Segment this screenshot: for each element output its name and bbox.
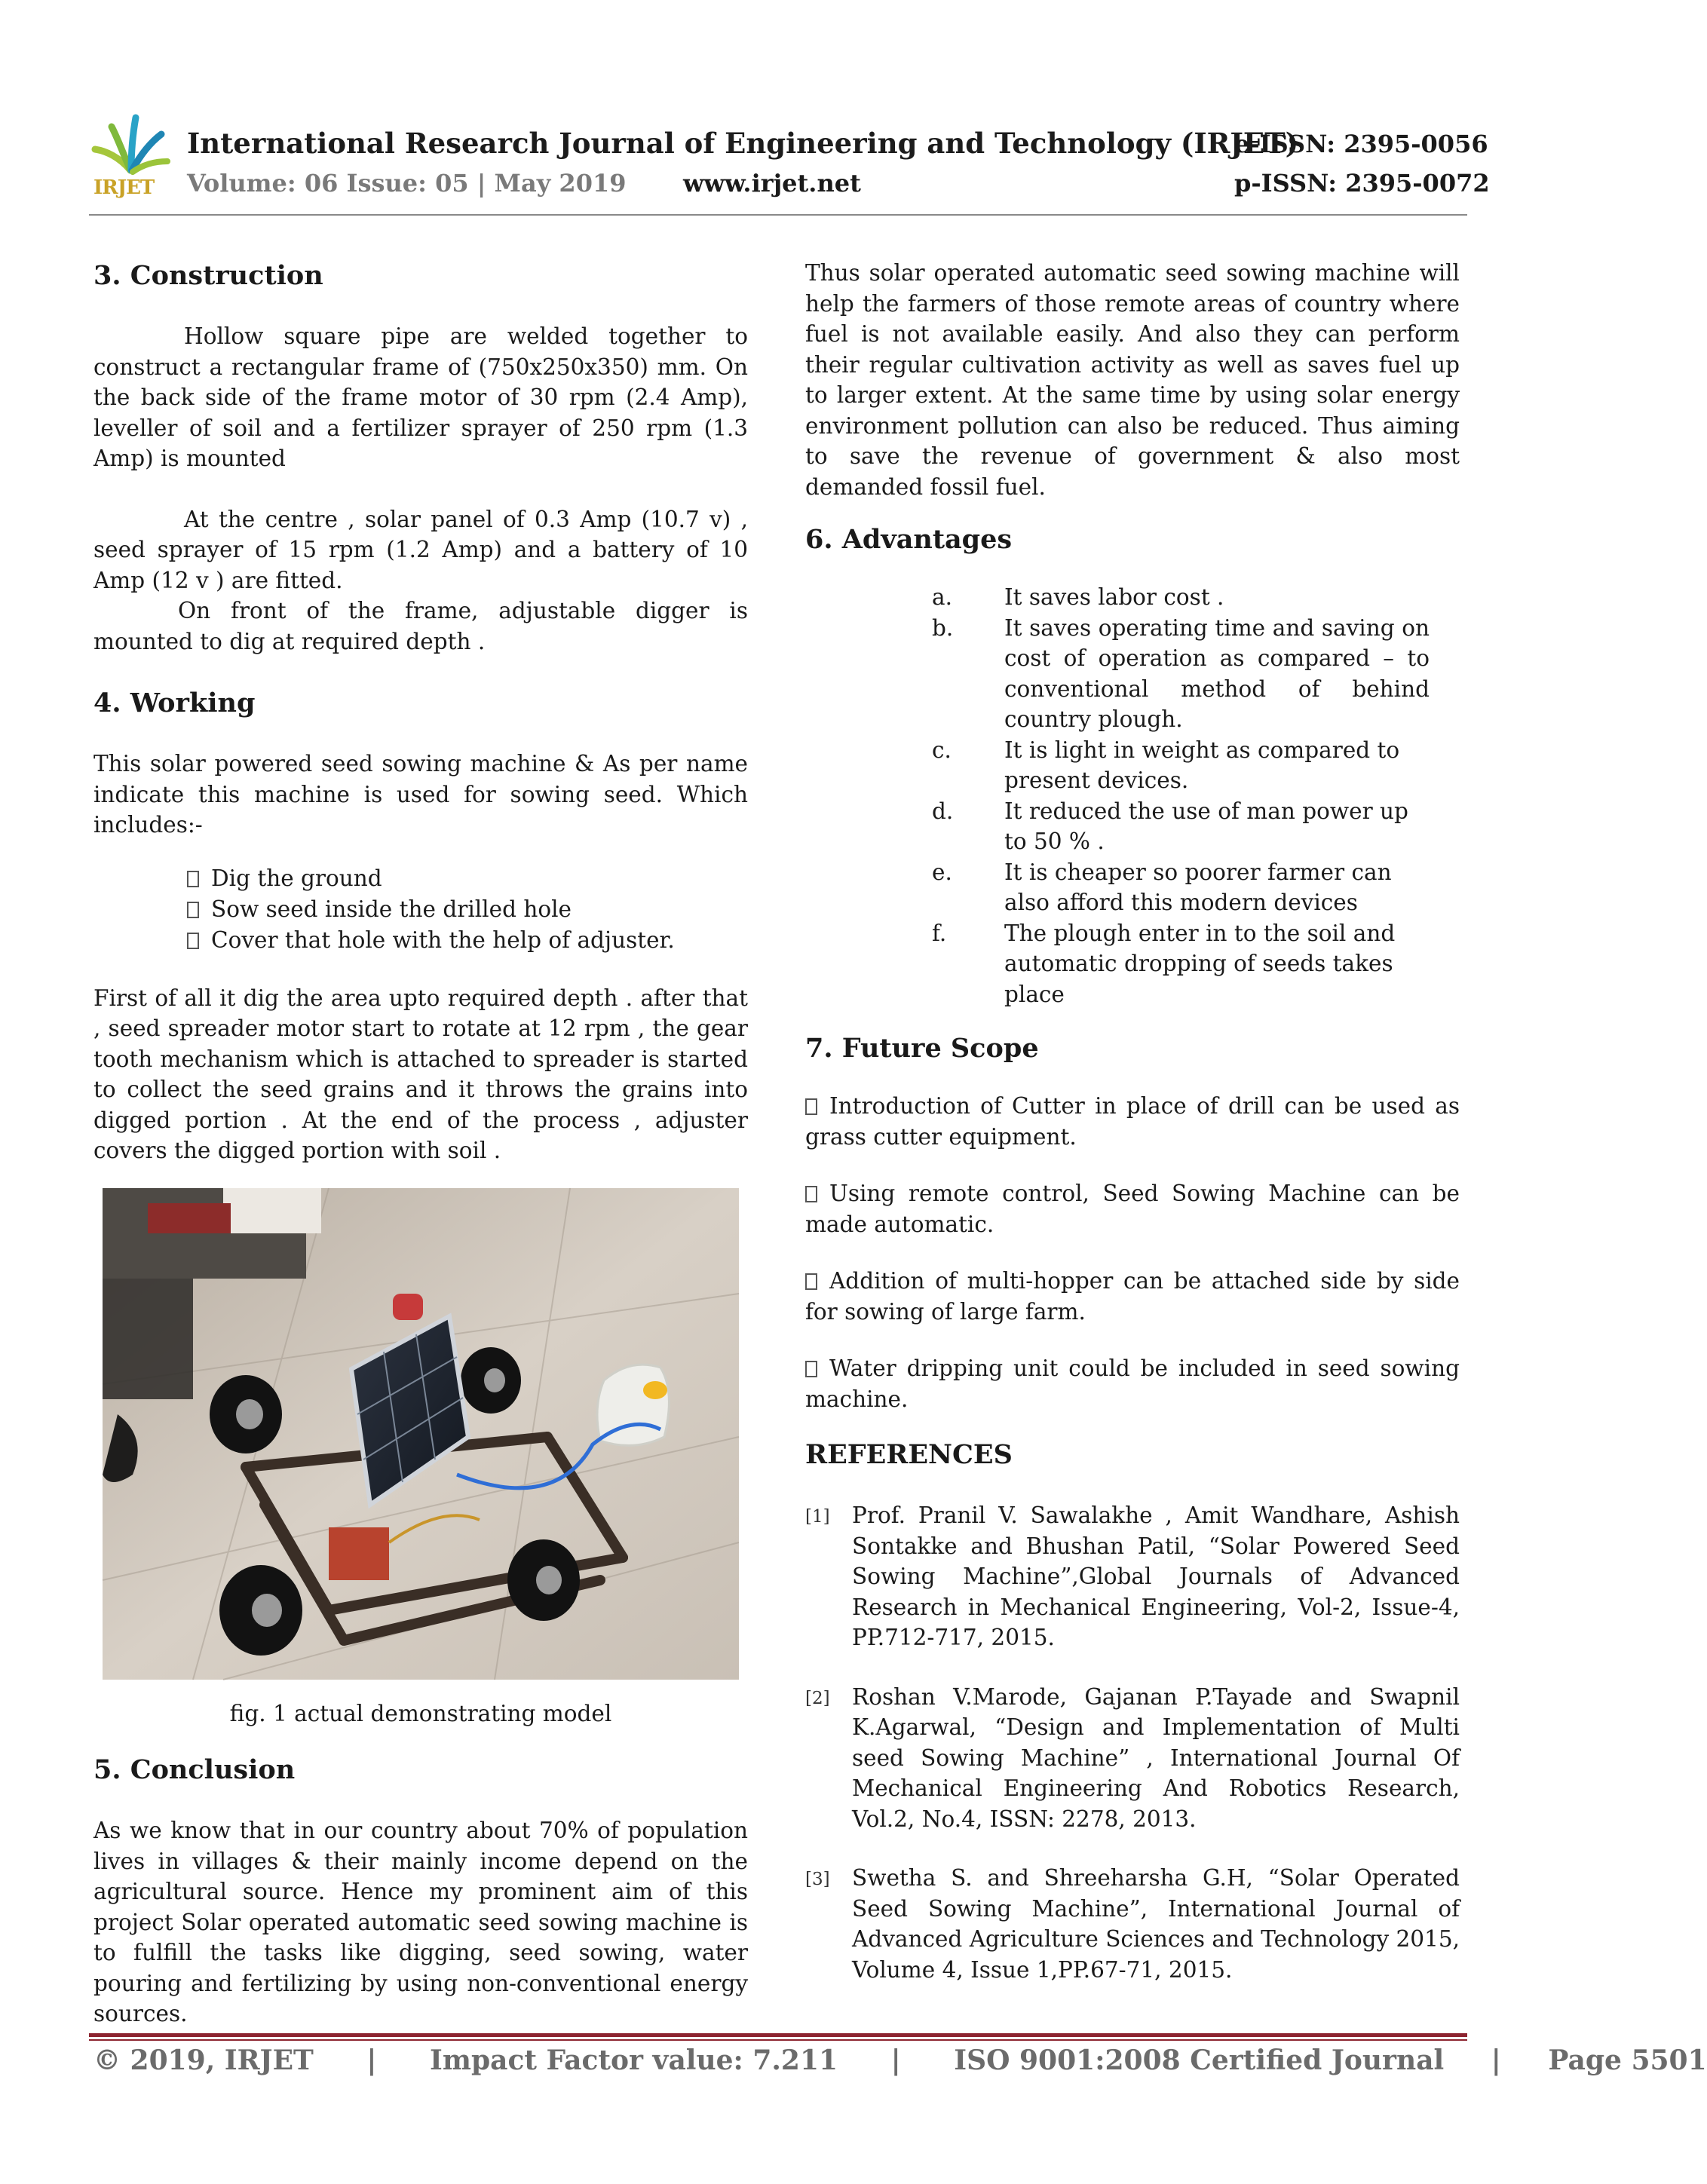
references-list: [805, 1500, 1460, 1985]
journal-title: International Research Journal of Engineering and Technology (IRJET): [187, 127, 1299, 160]
page-footer: [93, 2045, 1707, 2076]
reference-item: [2] Roshan V.Marode, Gajanan P.Tayade and Swapnil K.Agarwal, “Design and Implementation of Multi seed Sowing Machine” , International Journal Of Mechanical Engineering And Robotics Research, Vol.2, No.4, ISSN: 2278, 2013.: [805, 1683, 1460, 1832]
future-item: Using remote control, Seed Sowing Machine can be made automatic.: [805, 1181, 1460, 1237]
list-item: Dig the ground: [187, 863, 748, 894]
footer-divider-thin: [89, 2039, 1467, 2041]
bullet-box-icon: [187, 933, 199, 949]
reference-item: [3] Swetha S. and Shreeharsha G.H, “Solar Operated Seed Sowing Machine”, International Journal of Advanced Agriculture Sciences and Technology 2015, Volume 4, Issue 1,PP.67-71, 2015.: [805, 1865, 1460, 1983]
list-item: e. It is cheaper so poorer farmer can also afford this modern devices: [932, 859, 1392, 915]
construction-heading: 3. Construction: [93, 260, 323, 291]
conclusion-heading: 5. Conclusion: [93, 1754, 296, 1785]
future-item: Introduction of Cutter in place of drill can be used as grass cutter equipment.: [805, 1093, 1460, 1150]
conclusion-p1: As we know that in our country about 70% of population lives in villages & their mainly income depend on the agricultural source. Hence my prominent aim of this project Solar operated automatic seed sowing machine is to fulfill the tasks like digging, seed sowing, water pouring and fertilizing by using non-conventional energy sources.: [93, 1818, 748, 2026]
footer-copyright: © 2019, IRJET: [93, 2045, 314, 2076]
list-item: a. It saves labor cost .: [932, 584, 1224, 610]
footer-page-number: Page 5501: [1548, 2045, 1707, 2076]
working-intro: This solar powered seed sowing machine & As per name indicate this machine is used for sowing seed. Which includes:-: [93, 751, 748, 838]
bullet-box-icon: [805, 1273, 817, 1290]
list-item: f. The plough enter in to the soil and automatic dropping of seeds takes place: [932, 920, 1396, 1007]
future-item: Water dripping unit could be included in seed sowing machine.: [805, 1355, 1460, 1412]
references-heading: REFERENCES: [805, 1439, 1013, 1470]
conclusion-section: [93, 1754, 748, 2029]
volume-issue: Volume: 06 Issue: 05 | May 2019: [187, 169, 627, 198]
bullet-box-icon: [805, 1098, 817, 1115]
left-column: [93, 249, 748, 1166]
future-scope-heading: 7. Future Scope: [805, 1033, 1039, 1064]
bullet-box-icon: [805, 1186, 817, 1202]
footer-iso: ISO 9001:2008 Certified Journal: [954, 2045, 1445, 2076]
future-item: Addition of multi-hopper can be attached side by side for sowing of large farm.: [805, 1268, 1460, 1325]
list-item: c. It is light in weight as compared to present devices.: [932, 737, 1400, 793]
bullet-box-icon: [187, 902, 199, 918]
figure-caption: fig. 1 actual demonstrating model: [229, 1701, 612, 1726]
advantages-heading: 6. Advantages: [805, 524, 1013, 555]
footer-separator: |: [1491, 2045, 1501, 2076]
advantages-list: [932, 582, 1430, 1009]
right-column: [805, 249, 1460, 1985]
pissn: p-ISSN: 2395-0072: [1234, 169, 1490, 198]
journal-website[interactable]: www.irjet.net: [683, 169, 861, 198]
list-item: Sow seed inside the drilled hole: [187, 894, 748, 925]
header-divider: [89, 214, 1467, 216]
construction-p1: Hollow square pipe are welded together to construct a rectangular frame of (750x250x350) mm. On the back side of the frame motor of 30 rpm (2.4 Amp), leveller of soil and a fertilizer sprayer of 250 rpm (1.3 Amp) is mounted: [93, 323, 748, 471]
reference-item: [1] Prof. Pranil V. Sawalakhe , Amit Wandhare, Ashish Sontakke and Bhushan Patil, “Solar Powered Seed Sowing Machine”,Global Journals of Advanced Research in Mechanical Engineering, Vol-2, Issue-4, PP.712-717, 2015.: [805, 1502, 1460, 1650]
construction-p3: On front of the frame, adjustable digger is mounted to dig at required depth .: [93, 598, 748, 654]
construction-p2: At the centre , solar panel of 0.3 Amp (10.7 v) , seed sprayer of 15 rpm (1.2 Amp) and a battery of 10 Amp (12 v ) are fitted.: [93, 506, 748, 593]
list-item: b. It saves operating time and saving on cost of operation as compared – to conventional method of behind country plough.: [932, 614, 1430, 732]
working-steps-list: [93, 863, 748, 956]
footer-separator: |: [890, 2045, 901, 2076]
logo-text: IRJET: [93, 176, 155, 199]
irjet-logo: [89, 112, 172, 202]
figure-photo: [103, 1188, 739, 1680]
footer-divider: [89, 2033, 1467, 2037]
list-item: d. It reduced the use of man power up to 50 % .: [932, 798, 1408, 854]
footer-impact-factor: Impact Factor value: 7.211: [430, 2045, 838, 2076]
working-heading: 4. Working: [93, 688, 256, 718]
list-item: Cover that hole with the help of adjuster.: [187, 925, 748, 956]
working-p2: First of all it dig the area upto required depth . after that , seed spreader motor start to rotate at 12 rpm , the gear tooth mechanism which is attached to spreader is started to collect the seed grains and it throws the grains into digged portion . At the end of the process , adjuster covers the digged portion with soil .: [93, 985, 748, 1163]
footer-separator: |: [366, 2045, 377, 2076]
bullet-box-icon: [187, 871, 199, 887]
bullet-box-icon: [805, 1361, 817, 1377]
conclusion-p2: Thus solar operated automatic seed sowing machine will help the farmers of those remote areas of country where fuel is not available easily. And also they can perform their regular cultivation activity as well as saves fuel up to larger extent. At the same time by using solar energy environment pollution can also be reduced. Thus aiming to save the revenue of government & also most demanded fossil fuel.: [805, 260, 1460, 500]
eissn: e-ISSN: 2395-0056: [1234, 130, 1488, 158]
